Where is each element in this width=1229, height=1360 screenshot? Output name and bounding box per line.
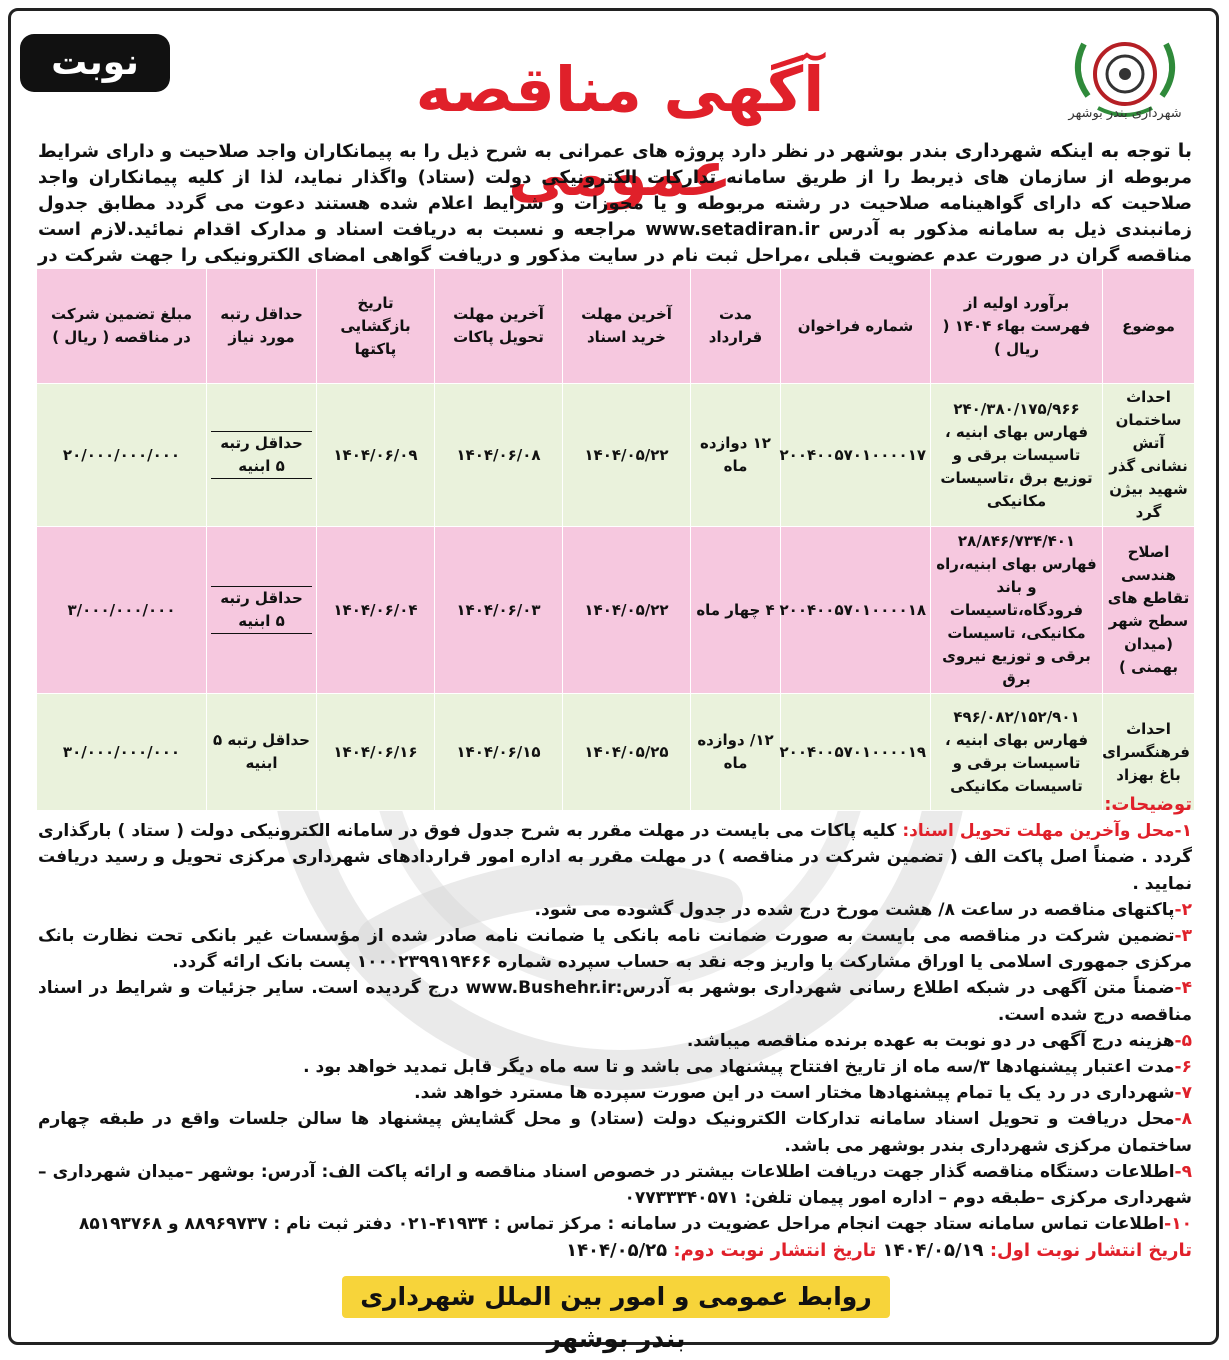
estimate-amount: ۲۸/۸۴۶/۷۳۴/۴۰۱ — [957, 531, 1076, 550]
note-number: ۲- — [1174, 899, 1192, 920]
note-text: مدت اعتبار پیشنهادها ۳/سه ماه از تاریخ افتتاح پیشنهاد می باشد و تا سه ماه دیگر قابل تمدید خواهد بود . — [303, 1057, 1175, 1078]
page-title: آگهی مناقصه عمومی — [415, 53, 825, 210]
cell-opening-date: ۱۴۰۴/۰۶/۰۹ — [317, 384, 435, 527]
header-submit-deadline: آخرین مهلت تحویل پاکات — [435, 269, 563, 384]
cell-doc-deadline: ۱۴۰۴/۰۵/۲۲ — [563, 527, 691, 694]
estimate-desc: فهارس بهای ابنیه ، تاسیسات برقی و توزیع برق ،تاسیسات مکانیکی — [940, 422, 1093, 510]
note-item — [38, 923, 1192, 975]
cell-min-grade — [207, 527, 317, 694]
cell-guarantee: ۲۰/۰۰۰/۰۰۰/۰۰۰ — [37, 384, 207, 527]
second-publication-label: تاریخ انتشار نوبت دوم: — [673, 1240, 877, 1261]
header-subject: موضوع — [1103, 269, 1195, 384]
note-text: پاکتهای مناقصه در ساعت ۸/ هشت مورخ درج شده در جدول گشوده می شود. — [534, 899, 1175, 920]
estimate-amount: ۲۴۰/۳۸۰/۱۷۵/۹۶۶ — [953, 399, 1080, 418]
notes-title: توضیحات: — [1104, 794, 1192, 815]
cell-submit-deadline: ۱۴۰۴/۰۶/۰۳ — [435, 527, 563, 694]
cell-guarantee: ۳۰/۰۰۰/۰۰۰/۰۰۰ — [37, 694, 207, 811]
header-doc-deadline: آخرین مهلت خرید اسناد — [563, 269, 691, 384]
note-text: ضمناً متن آگهی در شبکه اطلاع رسانی شهرداری بوشهر به آدرس:www.Bushehr.ir درج گردیده است. سایر جزئیات و شرایط در اسناد مناقصه درج شده است. — [38, 978, 1192, 1025]
cell-call-number: ۲۰۰۴۰۰۵۷۰۱۰۰۰۰۱۷ — [781, 384, 931, 527]
header-call-number: شماره فراخوان — [781, 269, 931, 384]
cell-opening-date: ۱۴۰۴/۰۶/۰۴ — [317, 527, 435, 694]
cell-estimate — [931, 384, 1103, 527]
note-number: ۱- — [1174, 821, 1192, 842]
first-publication-label: تاریخ انتشار نوبت اول: — [989, 1240, 1192, 1261]
estimate-desc: فهارس بهای ابنیه،راه و باند فرودگاه،تاسیسات مکانیکی، تاسیسات برقی و توزیع نیروی برق — [936, 554, 1097, 688]
estimate-desc: فهارس بهای ابنیه ، تاسیسات برقی و تاسیسات مکانیکی — [944, 731, 1089, 795]
note-item — [38, 897, 1192, 923]
note-item — [38, 1159, 1192, 1211]
header-min-grade: حداقل رتبه مورد نیاز — [207, 269, 317, 384]
intro-body: در نظر دارد پروژه های عمرانی به شرح ذیل را به پیمانکاران واجد صلاحیت و دارای شرایط مربوطه از سازمان های ذیربط را از طریق سامانه تدارکات الکترونیکی دولت (ستاد) واگذار نماید، لذا از کلیه پیمانکاران واجد صلاحیت که دارای گواهینامه صلاحیت در رشته مربوطه و یا مجوزات و شرایط اعلام شده هستند دعوت می گردد مطابق جدول زمانبندی ذیل به سامانه مذکور به آدرس www.setadiran.ir مراجعه و نسبت به دریافت اسناد و مدارک اقدام نمائید.لازم است مناقصه گران در صورت عدم عضویت قبلی ،مراحل ثبت نام در سایت مذکور و دریافت گواهی امضای الکترونیکی را جهت شرکت در — [38, 141, 1192, 266]
header-duration: مدت قرارداد — [691, 269, 781, 384]
cell-min-grade — [207, 384, 317, 527]
note-item — [38, 818, 1192, 897]
cell-estimate — [931, 527, 1103, 694]
cell-call-number: ۲۰۰۴۰۰۵۷۰۱۰۰۰۰۱۹ — [781, 694, 931, 811]
first-publication-date: ۱۴۰۴/۰۵/۱۹ — [882, 1240, 984, 1261]
cell-duration: ۱۲ دوازده ماه — [691, 384, 781, 527]
note-number: ۵- — [1174, 1030, 1192, 1051]
note-number: ۴- — [1174, 978, 1192, 999]
note-item — [38, 975, 1192, 1027]
note-number: ۶- — [1174, 1057, 1192, 1078]
cell-duration: ۱۲/ دوازده ماه — [691, 694, 781, 811]
note-item — [38, 1028, 1192, 1054]
note-number: ۳- — [1174, 926, 1192, 947]
table-row — [37, 527, 1195, 694]
cell-subject: احداث ساختمان آتش نشانی گذر شهید بیژن گرد — [1103, 384, 1195, 527]
cell-duration: ۴ چهار ماه — [691, 527, 781, 694]
intro-lead: با توجه به اینکه شهرداری بندر بوشهر — [841, 140, 1192, 162]
second-publication-date: ۱۴۰۴/۰۵/۲۵ — [566, 1240, 668, 1261]
tender-table — [36, 268, 1195, 811]
note-number: ۹- — [1174, 1161, 1192, 1182]
note-text: هزینه درج آگهی در دو نوبت به عهده برنده مناقصه میباشد. — [686, 1030, 1175, 1051]
header-guarantee: مبلغ تضمین شرکت در مناقصه ( ریال ) — [37, 269, 207, 384]
cell-submit-deadline: ۱۴۰۴/۰۶/۰۸ — [435, 384, 563, 527]
table-header-row — [37, 269, 1195, 384]
note-text: اطلاعات تماس سامانه ستاد جهت انجام مراحل عضویت در سامانه : مرکز تماس : ۴۱۹۳۴-۰۲۱ دفتر ثبت نام : ۸۸۹۶۹۷۳۷ و ۸۵۱۹۳۷۶۸ — [79, 1214, 1165, 1235]
cell-min-grade: حداقل رتبه ۵ ابنیه — [207, 694, 317, 811]
note-item — [38, 1211, 1192, 1237]
grade-text: حداقل رتبه ۵ ابنیه — [211, 431, 312, 479]
cell-opening-date: ۱۴۰۴/۰۶/۱۶ — [317, 694, 435, 811]
grade-text: حداقل رتبه ۵ ابنیه — [211, 586, 312, 634]
note-text: شهرداری در رد یک یا تمام پیشنهادها مختار است در این صورت سپرده ها مسترد خواهد شد. — [414, 1083, 1175, 1104]
cell-doc-deadline: ۱۴۰۴/۰۵/۲۲ — [563, 384, 691, 527]
note-item — [38, 1054, 1192, 1080]
publication-dates — [38, 1238, 1192, 1264]
cell-subject: اصلاح هندسی تقاطع های سطح شهر (میدان بهمنی ) — [1103, 527, 1195, 694]
logo-caption: شهرداری بندر بوشهر — [1068, 106, 1182, 121]
estimate-amount: ۴۹۶/۰۸۲/۱۵۲/۹۰۱ — [953, 708, 1080, 726]
table-row — [37, 384, 1195, 527]
note-lead: محل وآخرین مهلت تحویل اسناد: — [902, 821, 1175, 842]
notes-section — [38, 792, 1192, 1237]
note-number: ۷- — [1174, 1083, 1192, 1104]
note-item — [38, 1106, 1192, 1158]
cell-call-number: ۲۰۰۴۰۰۵۷۰۱۰۰۰۰۱۸ — [781, 527, 931, 694]
note-text: محل دریافت و تحویل اسناد سامانه تدارکات الکترونیک دولت (ستاد) و محل گشایش پیشنهاد ها سالن جلسات واقع در طبقه چهارم ساختمان مرکزی شهرداری بندر بوشهر می باشد. — [38, 1109, 1192, 1156]
footer-banner: روابط عمومی و امور بین الملل شهرداری بندر بوشهر — [342, 1276, 890, 1318]
note-text: اطلاعات دستگاه مناقصه گذار جهت دریافت اطلاعات بیشتر در خصوص اسناد مناقصه و ارائه پاکت الف: آدرس: بوشهر –میدان شهرداری –شهرداری مرکزی –طبقه دوم – اداره امور پیمان تلفن: ۰۷۷۳۳۳۴۰۵۷۱ — [38, 1161, 1192, 1209]
cell-submit-deadline: ۱۴۰۴/۰۶/۱۵ — [435, 694, 563, 811]
note-text: تضمین شرکت در مناقصه می بایست به صورت ضمانت نامه بانکی یا ضمانت نامه صادر شده از مؤسسات غیر بانکی تحت نظارت بانک مرکزی جمهوری اسلامی یا اوراق مشارکت یا واریز وجه نقد به حساب سپرده شماره ۱۰۰۰۲۳۹۹۱۹۴۶۶ پست بانک ارائه گردد. — [38, 926, 1192, 973]
header-estimate: برآورد اولیه از فهرست بهاء ۱۴۰۴ ( ریال ) — [931, 269, 1103, 384]
note-item — [38, 1080, 1192, 1106]
header-opening-date: تاریخ بازگشایی پاکتها — [317, 269, 435, 384]
note-number: ۸- — [1174, 1109, 1192, 1130]
note-number: ۱۰- — [1164, 1214, 1192, 1235]
cell-doc-deadline: ۱۴۰۴/۰۵/۲۵ — [563, 694, 691, 811]
cell-guarantee: ۳/۰۰۰/۰۰۰/۰۰۰ — [37, 527, 207, 694]
edition-badge: نوبت اول — [20, 34, 170, 92]
cell-subject: احداث فرهنگسرای باغ بهزاد — [1103, 694, 1195, 811]
note-text: کلیه پاکات می بایست در مهلت مقرر به شرح جدول فوق در سامانه الکترونیکی دولت ( ستاد ) بارگذاری گردد . ضمناً اصل پاکت الف ( تضمین شرکت در مناقصه ) در مهلت مقرر به اداره امور قراردادهای شهرداری مرکزی تحویل و رسید دریافت نمایید . — [38, 821, 1192, 894]
